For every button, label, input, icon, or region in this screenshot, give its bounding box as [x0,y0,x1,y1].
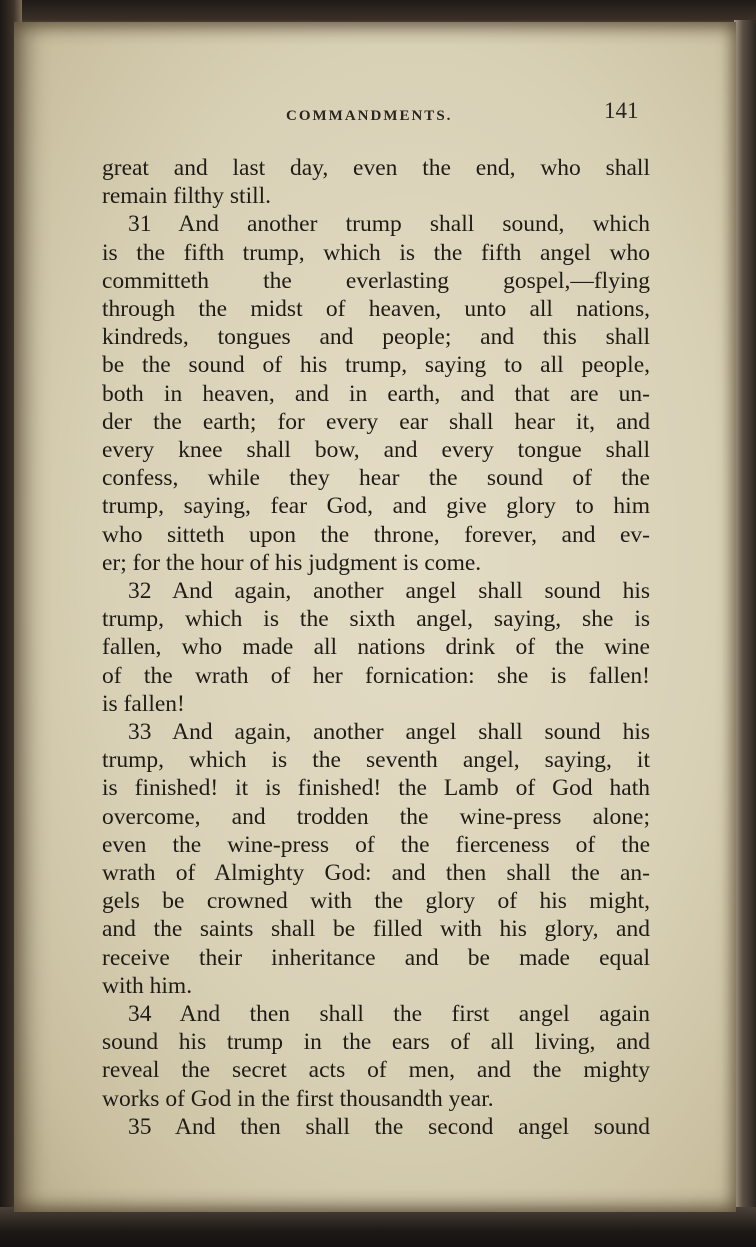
page-number: 141 [604,98,639,123]
text-line: wrath of Almighty God: and then shall the an- [102,860,650,886]
text-line: and the saints shall be filled with his glory, and [102,916,650,943]
text-line: both in heaven, and in earth, and that are un- [102,380,650,407]
text-line: through the midst of heaven, unto all nations, [102,296,650,322]
text-line: remain filthy still. [102,183,272,210]
text-line: with him. [102,972,193,999]
text-line: even the wine-press of the fierceness of the [102,831,650,858]
text-line: 34 And then shall the first angel again [128,1001,650,1027]
text-line: kindreds, tongues and people; and this shall [102,324,650,351]
text-line: er; for the hour of his judgment is come. [102,549,482,576]
running-title: COMMANDMENTS. [286,108,453,124]
text-line: 32 And again, another angel shall sound his [128,578,650,604]
text-line: every knee shall bow, and every tongue shall [102,437,650,463]
text-line: trump, saying, fear God, and give glory to him [102,493,650,520]
text-line: overcome, and trodden the wine-press alone; [102,803,650,830]
text-line: confess, while they hear the sound of the [102,465,650,492]
text-line: 35 And then shall the second angel sound [128,1113,650,1140]
running-head [104,94,664,134]
book-cover-bottom [0,1207,756,1247]
text-line: receive their inheritance and be made equal [102,944,650,971]
text-line: great and last day, even the end, who shall [102,155,650,181]
text-line: is fallen! [102,690,185,717]
text-line: who sitteth upon the throne, forever, and ev- [102,521,650,548]
text-line: 31 And another trump shall sound, which [128,211,650,238]
page-edges [734,20,756,1210]
book-page [14,22,736,1212]
text-line: reveal the secret acts of men, and the mighty [102,1057,650,1084]
text-line: committeth the everlasting gospel,—flying [102,267,650,294]
text-line: trump, which is the seventh angel, saying, it [102,747,650,774]
text-line: trump, which is the sixth angel, saying, she is [102,606,650,633]
text-line: of the wrath of her fornication: she is fallen! [102,662,650,689]
text-line: be the sound of his trump, saying to all people, [102,352,650,379]
text-line: works of God in the first thousandth year. [102,1085,494,1112]
text-line: is the fifth trump, which is the fifth angel who [102,239,650,266]
text-line: 33 And again, another angel shall sound his [128,719,650,745]
text-line: sound his trump in the ears of all living, and [102,1029,650,1056]
text-line: is finished! it is finished! the Lamb of God hath [102,775,650,802]
text-line: gels be crowned with the glory of his might, [102,888,650,915]
text-line: fallen, who made all nations drink of the wine [102,634,650,661]
text-line: der the earth; for every ear shall hear it, and [102,408,650,435]
